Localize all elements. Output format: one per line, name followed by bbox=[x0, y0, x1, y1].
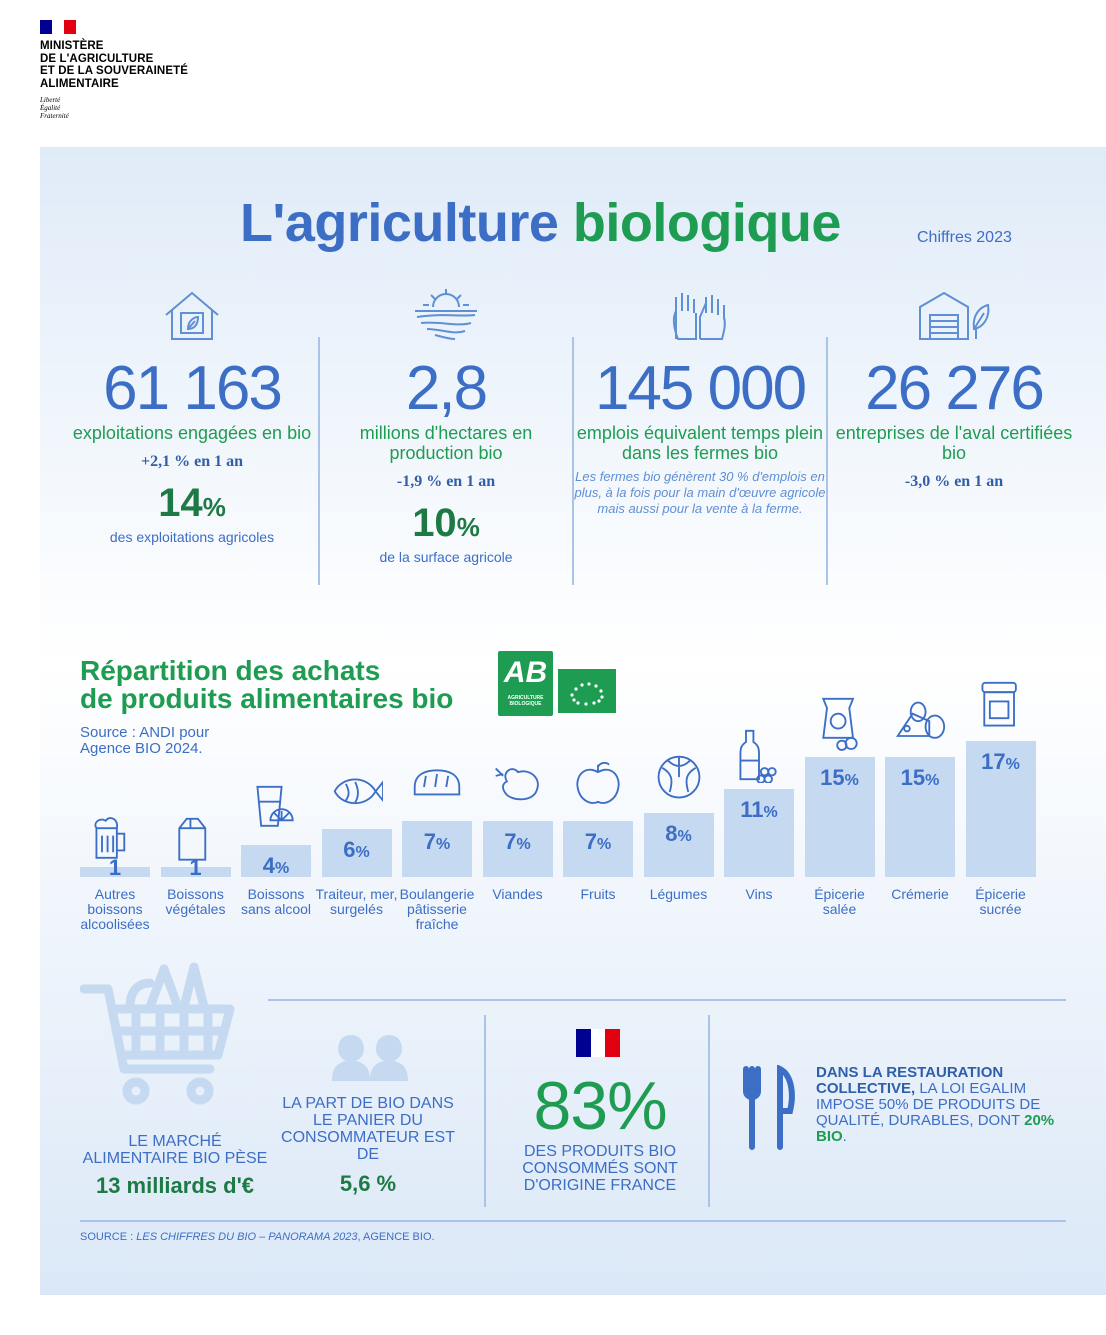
flag-icon bbox=[40, 20, 76, 34]
stat-entreprises: 26 276 entreprises de l'aval certifiées bio -3,0 % en 1 an bbox=[827, 287, 1081, 491]
divider bbox=[484, 1015, 486, 1207]
stat-emplois: 145 000 emplois équivalent temps plein dans les fermes bio Les fermes bio génèrent 30 % d'emplois en plus, à la fois pour la main d'œuvre agricole mais aussi pour la vente à la ferme. bbox=[573, 287, 827, 517]
chart-category-label: Vins bbox=[745, 886, 773, 902]
cutlery-icon bbox=[740, 1065, 800, 1156]
gloves-icon bbox=[573, 287, 827, 343]
house-leaf-icon bbox=[65, 287, 319, 343]
ab-logo: AB AGRICULTURE BIOLOGIQUE bbox=[498, 651, 553, 716]
consumers-icon bbox=[328, 1031, 412, 1086]
infographic-panel bbox=[40, 147, 1106, 1295]
chart-category-label: Épicerie salée bbox=[814, 886, 865, 917]
bread-icon bbox=[411, 759, 463, 820]
divider bbox=[708, 1015, 710, 1207]
market-text: LE MARCHÉ ALIMENTAIRE BIO PÈSE bbox=[82, 1133, 268, 1167]
chart-value-label: 8% bbox=[665, 821, 692, 846]
republic-motto: Liberté Égalité Fraternité bbox=[40, 96, 69, 120]
ministry-name: MINISTÈRE DE L'AGRICULTURE ET DE LA SOUVERAINETÉ ALIMENTAIRE bbox=[40, 40, 188, 90]
chart-value-label: 7% bbox=[504, 829, 531, 854]
chart-value-label: 4% bbox=[262, 853, 290, 878]
milk-carton-icon bbox=[170, 815, 222, 876]
cabbage-icon bbox=[653, 751, 705, 812]
ministry-logo bbox=[40, 20, 188, 120]
chart-value-label: 11% bbox=[740, 797, 778, 822]
cheese-eggs-icon bbox=[894, 695, 946, 756]
divider bbox=[268, 999, 1066, 1001]
chart-category-label: Crémerie bbox=[891, 886, 949, 902]
section-source: Source : ANDI pour Agence BIO 2024. bbox=[80, 724, 210, 757]
chart-value-label: 7% bbox=[423, 829, 451, 854]
page-subtitle: Chiffres 2023 bbox=[917, 229, 1012, 246]
purchases-bar-chart bbox=[40, 717, 1106, 947]
chips-bag-icon bbox=[814, 695, 866, 756]
basket-text: LA PART DE BIO DANS LE PANIER DU CONSOMMATEUR EST DE bbox=[281, 1095, 455, 1163]
shopping-cart-icon bbox=[80, 959, 240, 1124]
chart-category-label: Boissons sans alcool bbox=[240, 886, 312, 917]
stat-percent: 10% bbox=[412, 501, 480, 545]
basket-value: 5,6 % bbox=[339, 1171, 397, 1196]
chart-value-label: 15% bbox=[900, 765, 940, 790]
source-footer: SOURCE : LES CHIFFRES DU BIO – PANORAMA 2023, AGENCE BIO. bbox=[80, 1231, 435, 1243]
stat-exploitations: 61 163 exploitations engagées en bio +2,1 % en 1 an 14% des exploitations agricoles bbox=[65, 287, 319, 545]
beer-mug-icon bbox=[89, 815, 141, 876]
resto-text: DANS LA RESTAURATION COLLECTIVE, LA LOI EGALIM IMPOSE 50% DE PRODUITS DE QUALITÉ, DURABLES, DONT 20% BIO. bbox=[816, 1064, 1055, 1145]
page-title: L'agriculture biologique bbox=[240, 193, 841, 253]
chart-category-label: Épicerie sucrée bbox=[975, 886, 1026, 917]
stat-hectares: 2,8 millions d'hectares en production bio -1,9 % en 1 an 10% de la surface agricole bbox=[319, 287, 573, 565]
chart-value-label: 1 bbox=[189, 855, 202, 880]
chart-category-label: Autres boissons alcoolisées bbox=[80, 886, 150, 932]
chart-value-label: 15% bbox=[820, 765, 859, 790]
stat-percent: 14% bbox=[158, 481, 226, 525]
divider bbox=[80, 1220, 1066, 1222]
french-flag-icon bbox=[576, 1029, 620, 1062]
jam-jar-icon bbox=[975, 679, 1027, 740]
sun-field-icon bbox=[319, 287, 573, 343]
fish-icon bbox=[331, 767, 383, 828]
chart-category-label: Viandes bbox=[492, 886, 543, 902]
glass-lemon-icon bbox=[250, 783, 302, 844]
chart-value-label: 17% bbox=[981, 749, 1020, 774]
origin-value: 83% bbox=[533, 1068, 667, 1144]
chicken-icon bbox=[492, 759, 544, 820]
chart-category-label: Traiteur, mer, surgelés bbox=[315, 886, 398, 917]
market-value: 13 milliards d'€ bbox=[95, 1173, 255, 1198]
apple-icon bbox=[572, 759, 624, 820]
chart-value-label: 1 bbox=[108, 855, 122, 880]
chart-category-label: Boissons végétales bbox=[165, 886, 226, 917]
chart-category-label: Légumes bbox=[649, 886, 708, 902]
chart-value-label: 6% bbox=[343, 837, 370, 862]
warehouse-leaf-icon bbox=[827, 287, 1081, 343]
wine-bottle-icon bbox=[733, 727, 785, 788]
chart-category-label: Boulangerie pâtisserie fraîche bbox=[399, 886, 475, 932]
eu-organic-logo bbox=[558, 669, 616, 713]
origin-text: DES PRODUITS BIO CONSOMMÉS SONT D'ORIGINE FRANCE bbox=[522, 1143, 678, 1194]
section-title: Répartition des achats de produits alimentaires bio bbox=[80, 655, 454, 714]
chart-value-label: 7% bbox=[584, 829, 612, 854]
chart-category-label: Fruits bbox=[580, 886, 616, 902]
